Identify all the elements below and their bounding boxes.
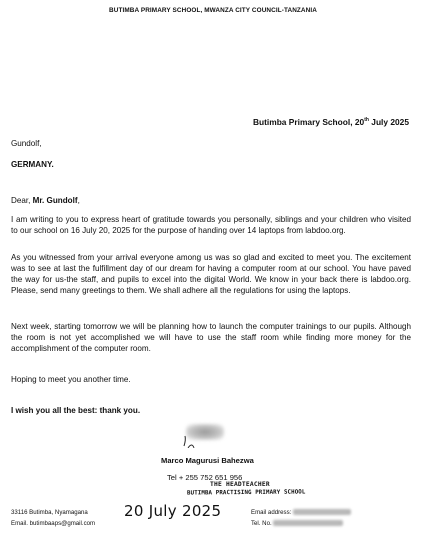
footer-right — [251, 507, 351, 529]
dateline — [253, 117, 409, 127]
body-paragraph-2: As you witnessed from your arrival everyone among us was so glad and excited to meet you. The excitement was to see at last the fulfillment day of our dream for having a computer room at our school. You have paved the way for us-the staff, and pupils to excel into the digital World. We know in your back there is labdoo.org. Please, send many greetings to them. We shall adhere all the regulations for using the laptops. — [11, 253, 411, 296]
footer-tel-label: Tel. No. — [251, 520, 272, 527]
stamp-title: THE HEADTEACHER — [210, 481, 270, 488]
footer-tel-row — [251, 518, 351, 529]
footer-left — [11, 507, 95, 529]
redacted-tel — [273, 520, 343, 526]
letterhead: BUTIMBA PRIMARY SCHOOL, MWANZA CITY COUNCIL-TANZANIA — [109, 7, 317, 14]
footer-email-row — [251, 507, 351, 518]
salutation-name: Mr. Gundolf — [32, 196, 78, 205]
recipient-country — [11, 159, 411, 170]
dateline-prefix: Butimba Primary School, 20 — [252, 117, 365, 127]
salutation — [11, 195, 411, 206]
salutation-suffix: , — [77, 196, 80, 205]
dateline-suffix: July 2025 — [368, 117, 409, 127]
recipient-country-text: GERMANY — [11, 160, 52, 169]
signer-tel: Tel + 255 752 651 956 — [167, 473, 243, 482]
recipient-name: Gundolf, — [11, 139, 42, 148]
handwritten-date: 20 July 2025 — [124, 502, 222, 520]
body-paragraph-1: I am writing to you to express heart of gratitude towards you personally, siblings and your children who visited to our school on 16 July 20, 2025 for the purpose of handing over 14 laptops from labdoo.org. — [11, 215, 411, 236]
dateline-sup: th — [364, 117, 369, 124]
closing-hope: Hoping to meet you another time. — [11, 375, 131, 384]
body-paragraph-3: Next week, starting tomorrow we will be planning how to launch the computer trainings to our pupils. Although the room is not yet accomplished we will have to use the staff room while finding more money for the accomplishment of the computer room. — [11, 322, 411, 354]
closing-wish: I wish you all the best: thank you. — [11, 406, 141, 415]
recipient-country-period: . — [51, 160, 54, 169]
salutation-prefix: Dear, — [11, 196, 33, 205]
signer-name: Marco Magurusi Bahezwa — [161, 456, 254, 465]
footer-address: 33116 Butimba, Nyamagana — [11, 509, 88, 516]
signature-scribble-icon — [176, 420, 226, 448]
footer-email-label: Email address: — [251, 509, 292, 516]
stamp-school: BUTIMBA PRACTISING PRIMARY SCHOOL — [186, 489, 306, 497]
footer-email: Email. butimbaaps@gmail.com — [11, 520, 96, 527]
redacted-email — [293, 509, 351, 515]
